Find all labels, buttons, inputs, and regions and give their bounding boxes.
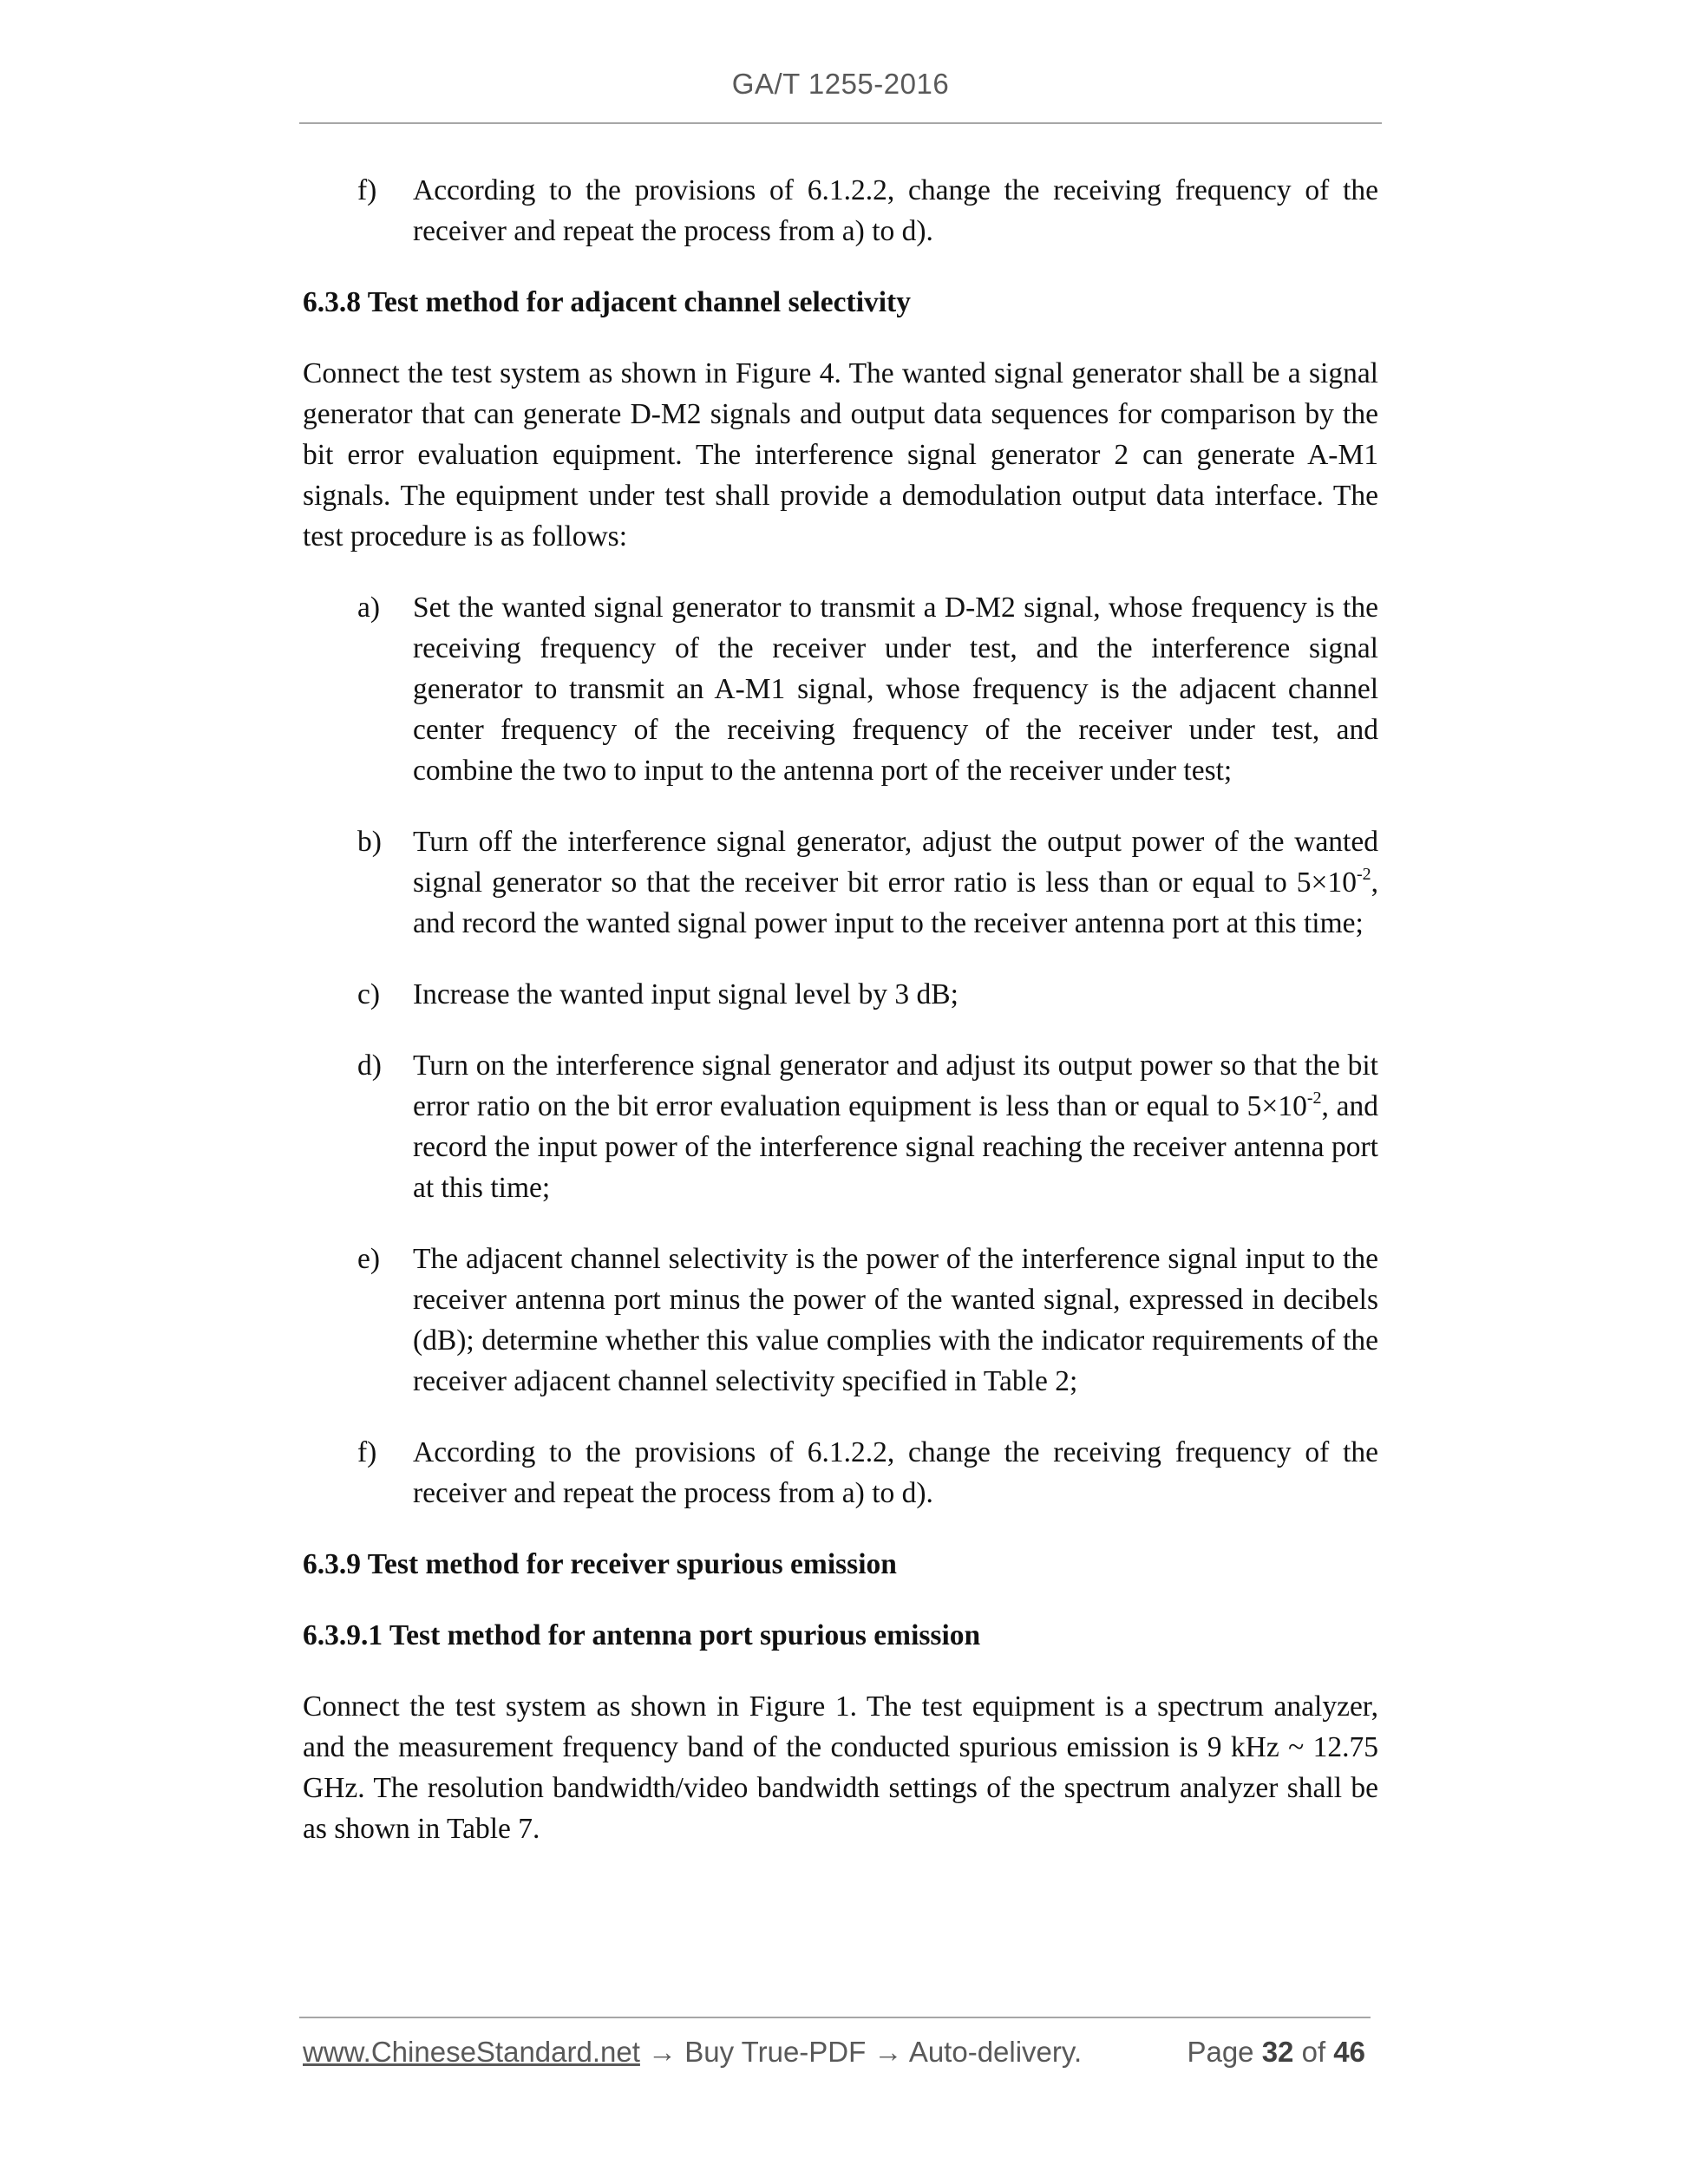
list-item-label: e)	[357, 1243, 381, 1275]
footer-divider	[299, 2017, 1371, 2018]
list-item-label: b)	[357, 826, 382, 858]
current-page: 32	[1261, 2036, 1294, 2068]
section-heading-6-3-8: 6.3.8 Test method for adjacent channel selectivity	[303, 286, 911, 318]
document-body	[303, 170, 1378, 1880]
list-item	[303, 1045, 1378, 1208]
page-label: Page	[1187, 2036, 1262, 2068]
list-item-label: d)	[357, 1049, 382, 1082]
text-run: Turn off the interference signal generator, adjust the output power of the wanted signal generator so that the receiver bit error ratio is less than or equal to 5×10	[413, 826, 1378, 899]
paragraph: Connect the test system as shown in Figure 4. The wanted signal generator shall be a signal generator that can generate D-M2 signals and output data sequences for comparison by the bit error evaluation equipment. The interference signal generator 2 can generate A-M1 signals. The equipment under test shall provide a demodulation output data interface. The test procedure is as follows:	[303, 357, 1378, 553]
list-item	[303, 170, 1378, 252]
list-item-text: According to the provisions of 6.1.2.2, change the receiving frequency of the receiver and repeat the process from a) to d).	[413, 1436, 1378, 1509]
page-number-indicator	[1187, 2036, 1365, 2069]
list-item-text: According to the provisions of 6.1.2.2, change the receiving frequency of the receiver and repeat the process from a) to d).	[413, 174, 1378, 247]
list-item-text: Increase the wanted input signal level by 3 dB;	[413, 978, 958, 1010]
page-header: GA/T 1255-2016	[731, 68, 950, 100]
list-item	[303, 974, 1378, 1015]
section-heading-6-3-9-1: 6.3.9.1 Test method for antenna port spurious emission	[303, 1619, 981, 1651]
superscript: -2	[1306, 1088, 1322, 1108]
list-item-label: f)	[357, 1436, 377, 1468]
list-item	[303, 1239, 1378, 1402]
section-heading-6-3-9: 6.3.9 Test method for receiver spurious emission	[303, 1548, 897, 1580]
superscript: -2	[1356, 864, 1371, 884]
text-run: , and record the input power of the interference signal reaching the receiver antenna port at this time;	[413, 1090, 1379, 1204]
footer-promo-text: → Buy True-PDF → Auto-delivery.	[639, 2036, 1083, 2068]
footer-promo	[303, 2036, 1082, 2069]
list-item	[303, 587, 1378, 791]
paragraph: Connect the test system as shown in Figure 1. The test equipment is a spectrum analyzer, and the measurement frequency band of the conducted spurious emission is 9 kHz ~ 12.75 GHz. The resolution bandwidth/video bandwidth settings of the spectrum analyzer shall be as shown in Table 7.	[303, 1690, 1378, 1845]
list-item-text	[413, 1045, 1378, 1208]
website-link[interactable]: www.ChineseStandard.net	[303, 2036, 640, 2068]
list-item-text: The adjacent channel selectivity is the power of the interference signal input to the receiver antenna port minus the power of the wanted signal, expressed in decibels (dB); determine whether this value complies with the indicator requirements of the receiver adjacent channel selectivity specified in Table 2;	[413, 1243, 1378, 1397]
text-run: Turn on the interference signal generator and adjust its output power so that the bit error ratio on the bit error evaluation equipment is less than or equal to 5×10	[413, 1049, 1378, 1122]
list-item-text: Set the wanted signal generator to transmit a D-M2 signal, whose frequency is the receiving frequency of the receiver under test, and the interference signal generator to transmit an A-M1 signal, whose frequency is the adjacent channel center frequency of the receiving frequency of the receiver under test, and combine the two to input to the antenna port of the receiver under test;	[413, 592, 1378, 787]
text-run: , and record the wanted signal power input to the receiver antenna port at this time;	[413, 866, 1378, 939]
total-pages: 46	[1333, 2036, 1365, 2068]
page-footer	[303, 2036, 1370, 2074]
list-item-label: c)	[357, 978, 381, 1010]
of-label: of	[1293, 2036, 1334, 2068]
list-item-label: a)	[357, 592, 381, 624]
list-item-label: f)	[357, 174, 377, 206]
list-item	[303, 821, 1378, 944]
list-item-text	[413, 821, 1378, 944]
list-item	[303, 1432, 1378, 1514]
header-divider	[299, 122, 1382, 124]
